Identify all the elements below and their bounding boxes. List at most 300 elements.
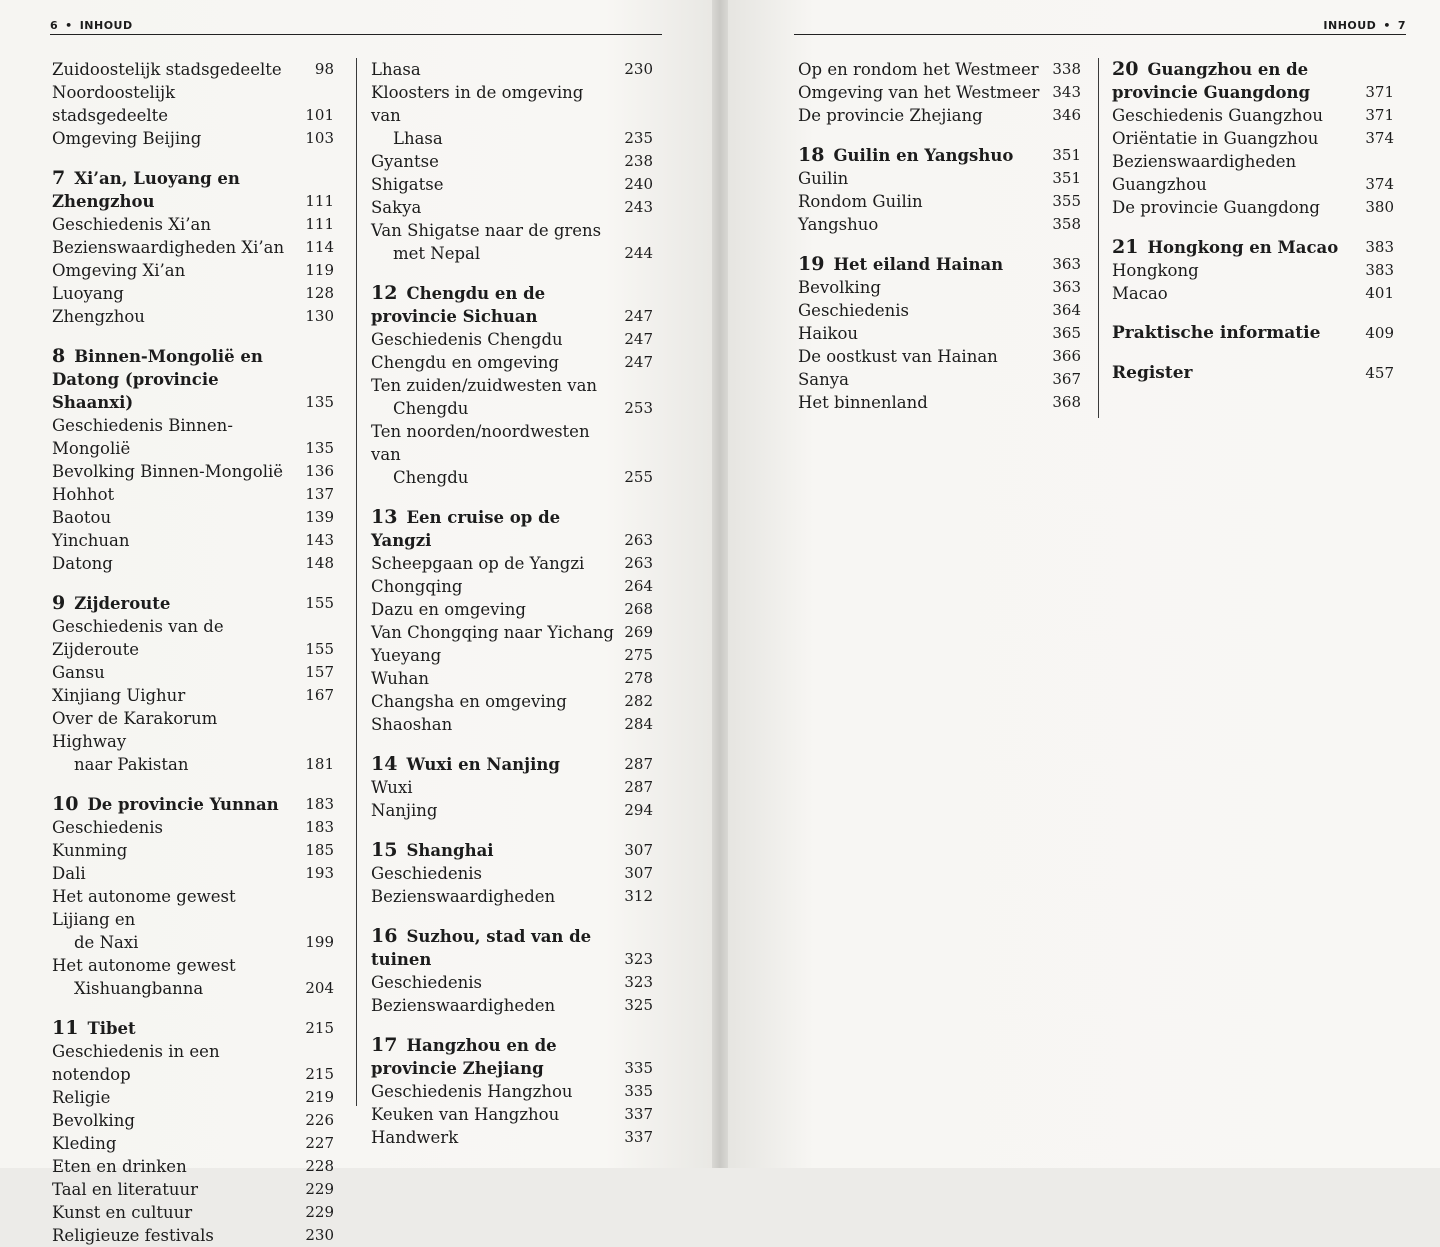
entry-title: Bevolking Binnen-Mongolië bbox=[52, 462, 284, 481]
entry-title: Gyantse bbox=[371, 152, 439, 171]
entry-title-wrap bbox=[52, 1040, 304, 1086]
entry-page-number: 128 bbox=[305, 284, 334, 302]
entry-title-wrap bbox=[52, 707, 304, 776]
entry-title-wrap bbox=[798, 190, 1051, 213]
toc-entry bbox=[371, 885, 653, 908]
chapter-page-number: 383 bbox=[1365, 238, 1394, 256]
chapter-block bbox=[1112, 236, 1394, 305]
chapter-page-number: 287 bbox=[624, 755, 653, 773]
right-running-header bbox=[794, 12, 1406, 35]
entry-title-wrap bbox=[371, 885, 623, 908]
entry-title-wrap bbox=[371, 150, 623, 173]
entry-title-wrap bbox=[52, 684, 304, 707]
toc-entry bbox=[1112, 150, 1394, 196]
entry-title: Geschiedenis Chengdu bbox=[371, 330, 563, 349]
entry-page-number: 229 bbox=[305, 1203, 334, 1221]
entry-page-number: 181 bbox=[305, 755, 334, 773]
toc-entry bbox=[798, 368, 1081, 391]
toc-entry bbox=[371, 575, 653, 598]
entry-page-number: 240 bbox=[624, 175, 653, 193]
entry-title: Kunst en cultuur bbox=[52, 1203, 193, 1222]
entry-page-number: 230 bbox=[305, 1226, 334, 1244]
entry-title-wrap bbox=[52, 282, 304, 305]
toc-entry bbox=[371, 1126, 653, 1149]
chapter-block bbox=[1112, 58, 1394, 219]
chapter-block bbox=[798, 144, 1081, 236]
toc-entry bbox=[798, 167, 1081, 190]
chapter-heading bbox=[52, 1017, 334, 1040]
entry-page-number: 268 bbox=[624, 600, 653, 618]
entry-title: Praktische informatie bbox=[1112, 323, 1321, 343]
toc-entry bbox=[371, 150, 653, 173]
toc-entry bbox=[52, 954, 334, 1000]
toc-entry bbox=[798, 213, 1081, 236]
entry-title-wrap bbox=[1112, 362, 1364, 385]
chapter-block bbox=[52, 592, 334, 776]
entry-title-continued: Chengdu bbox=[393, 399, 469, 418]
toc-entry bbox=[371, 374, 653, 420]
entry-page-number: 335 bbox=[624, 1082, 653, 1100]
entry-page-number: 253 bbox=[624, 399, 653, 417]
entry-title-wrap bbox=[52, 259, 304, 282]
chapter-block bbox=[52, 1017, 334, 1247]
entry-title-wrap bbox=[371, 328, 623, 351]
entry-page-number: 457 bbox=[1365, 364, 1394, 382]
entry-title: Yinchuan bbox=[52, 531, 130, 550]
chapter-number: 10 bbox=[52, 793, 79, 815]
chapter-title-wrap bbox=[52, 167, 304, 213]
entry-title: Shigatse bbox=[371, 175, 444, 194]
chapter-page-number: 363 bbox=[1052, 255, 1081, 273]
left-page-number: 6 bbox=[50, 19, 59, 32]
entry-title: Zuidoostelijk stadsgedeelte bbox=[52, 60, 282, 79]
entry-title: Kloosters in de omgeving van bbox=[371, 83, 584, 125]
entry-title: Gansu bbox=[52, 663, 105, 682]
entry-title-continued: met Nepal bbox=[393, 244, 481, 263]
column-divider bbox=[1098, 58, 1099, 418]
chapter-title-wrap bbox=[1112, 58, 1364, 104]
toc-entry bbox=[52, 839, 334, 862]
entry-title-wrap bbox=[1112, 150, 1364, 196]
entry-page-number: 244 bbox=[624, 244, 653, 262]
entry-page-number: 263 bbox=[624, 554, 653, 572]
entry-page-number: 401 bbox=[1365, 284, 1394, 302]
chapter-title-wrap bbox=[52, 345, 304, 414]
entry-title-wrap bbox=[1112, 282, 1364, 305]
toc-entry bbox=[371, 776, 653, 799]
chapter-page-number: 111 bbox=[305, 192, 334, 210]
entry-page-number: 136 bbox=[305, 462, 334, 480]
entry-title-wrap bbox=[798, 213, 1051, 236]
chapter-title: Chengdu en de provincie Sichuan bbox=[371, 284, 546, 326]
left-page bbox=[0, 0, 712, 1245]
entry-title: Geschiedenis in een notendop bbox=[52, 1042, 220, 1084]
entry-title: Ten noorden/noordwesten van bbox=[371, 422, 590, 464]
entry-title-wrap bbox=[371, 219, 623, 265]
entry-title: Religieuze festivals bbox=[52, 1226, 214, 1245]
entry-title-wrap bbox=[1112, 104, 1364, 127]
entry-title-wrap bbox=[52, 236, 304, 259]
chapter-block bbox=[371, 925, 653, 1017]
toc-entry bbox=[371, 351, 653, 374]
entry-page-number: 343 bbox=[1052, 83, 1081, 101]
toc-entry bbox=[798, 345, 1081, 368]
chapter-number: 21 bbox=[1112, 236, 1139, 258]
toc-entry bbox=[52, 885, 334, 954]
entry-page-number: 282 bbox=[624, 692, 653, 710]
header-bullet: • bbox=[1383, 19, 1391, 32]
entry-title: Chongqing bbox=[371, 577, 463, 596]
chapter-title: Tibet bbox=[87, 1019, 136, 1038]
entry-title: Register bbox=[1112, 363, 1193, 383]
chapter-title: Zijderoute bbox=[74, 594, 171, 613]
entry-title: Bezienswaardigheden bbox=[371, 887, 556, 906]
entry-title-wrap bbox=[52, 483, 304, 506]
chapter-title-wrap bbox=[371, 753, 623, 776]
entry-page-number: 199 bbox=[305, 933, 334, 951]
chapter-page-number: 351 bbox=[1052, 146, 1081, 164]
toc-entry bbox=[52, 816, 334, 839]
entry-page-number: 204 bbox=[305, 979, 334, 997]
entry-page-number: 155 bbox=[305, 640, 334, 658]
column-divider bbox=[356, 58, 357, 1106]
entry-title: Geschiedenis bbox=[52, 818, 164, 837]
entry-page-number: 264 bbox=[624, 577, 653, 595]
chapter-page-number: 371 bbox=[1365, 83, 1394, 101]
chapter-heading bbox=[52, 793, 334, 816]
chapter-heading bbox=[371, 925, 653, 971]
entry-title: Handwerk bbox=[371, 1128, 459, 1147]
chapter-number: 11 bbox=[52, 1017, 79, 1039]
toc-entry bbox=[52, 1178, 334, 1201]
entry-title-wrap bbox=[798, 299, 1051, 322]
entry-title-wrap bbox=[798, 345, 1051, 368]
toc-entry bbox=[371, 690, 653, 713]
entry-title-continued: de Naxi bbox=[74, 933, 139, 952]
chapter-title: Guangzhou en de provincie Guangdong bbox=[1112, 60, 1311, 102]
chapter-heading bbox=[52, 345, 334, 414]
entry-title-wrap bbox=[52, 885, 304, 954]
chapter-heading bbox=[1112, 58, 1394, 104]
chapter-title: Hongkong en Macao bbox=[1147, 238, 1339, 257]
entry-title: Haikou bbox=[798, 324, 859, 343]
chapter-number: 14 bbox=[371, 753, 398, 775]
toc-entry bbox=[52, 615, 334, 661]
entry-title: Macao bbox=[1112, 284, 1168, 303]
toc-entry bbox=[52, 684, 334, 707]
entry-page-number: 230 bbox=[624, 60, 653, 78]
chapter-block bbox=[52, 793, 334, 1000]
entry-title: Luoyang bbox=[52, 284, 124, 303]
entry-page-number: 243 bbox=[624, 198, 653, 216]
entry-title-wrap bbox=[52, 58, 304, 81]
entry-title: Wuhan bbox=[371, 669, 430, 688]
chapter-title-wrap bbox=[52, 1017, 304, 1040]
chapter-number: 8 bbox=[52, 345, 66, 367]
toc-entry bbox=[52, 305, 334, 328]
entry-title: Bevolking bbox=[798, 278, 881, 297]
toc-entry bbox=[1112, 282, 1394, 305]
toc-entry bbox=[52, 1224, 334, 1247]
entry-page-number: 363 bbox=[1052, 278, 1081, 296]
entry-title: Geschiedenis bbox=[371, 864, 483, 883]
entry-title: Omgeving Xi’an bbox=[52, 261, 186, 280]
toc-column-2 bbox=[371, 58, 653, 1149]
entry-title-wrap bbox=[52, 1086, 304, 1109]
chapter-title: Xi’an, Luoyang en Zhengzhou bbox=[52, 169, 240, 211]
chapter-title-wrap bbox=[52, 793, 304, 816]
chapter-heading bbox=[371, 506, 653, 552]
chapter-number: 19 bbox=[798, 253, 825, 275]
toc-entry bbox=[371, 621, 653, 644]
toc-entry bbox=[52, 661, 334, 684]
entry-title-wrap bbox=[371, 690, 623, 713]
entry-title: Yangshuo bbox=[798, 215, 879, 234]
entry-page-number: 275 bbox=[624, 646, 653, 664]
entry-title: De provincie Zhejiang bbox=[798, 106, 983, 125]
entry-title: Scheepgaan op de Yangzi bbox=[371, 554, 585, 573]
entry-page-number: 358 bbox=[1052, 215, 1081, 233]
right-header-title: INHOUD bbox=[1323, 19, 1377, 32]
entry-title: Chengdu en omgeving bbox=[371, 353, 559, 372]
entry-title-wrap bbox=[52, 552, 304, 575]
entry-page-number: 365 bbox=[1052, 324, 1081, 342]
toc-entry bbox=[371, 971, 653, 994]
toc-entry bbox=[371, 799, 653, 822]
chapter-block bbox=[371, 753, 653, 822]
entry-title: Op en rondom het Westmeer bbox=[798, 60, 1039, 79]
chapter-heading bbox=[371, 839, 653, 862]
entry-title: Datong bbox=[52, 554, 113, 573]
entry-title: Geschiedenis Binnen-Mongolië bbox=[52, 416, 233, 458]
toc-entry bbox=[52, 282, 334, 305]
toc-entry bbox=[52, 58, 334, 81]
entry-page-number: 337 bbox=[624, 1105, 653, 1123]
chapter-heading bbox=[52, 592, 334, 615]
entry-title-wrap bbox=[371, 598, 623, 621]
entry-title-wrap bbox=[52, 954, 304, 1000]
entry-title: Het autonome gewest Lijiang en bbox=[52, 887, 236, 929]
entry-title-wrap bbox=[371, 1080, 623, 1103]
entry-page-number: 364 bbox=[1052, 301, 1081, 319]
right-page bbox=[728, 0, 1440, 1168]
entry-page-number: 337 bbox=[624, 1128, 653, 1146]
chapter-block bbox=[371, 839, 653, 908]
chapter-page-number: 335 bbox=[624, 1059, 653, 1077]
entry-title: Geschiedenis van de Zijderoute bbox=[52, 617, 224, 659]
entry-title-wrap bbox=[371, 1103, 623, 1126]
entry-title-wrap bbox=[52, 661, 304, 684]
entry-page-number: 101 bbox=[305, 106, 334, 124]
entry-title: Lhasa bbox=[371, 60, 421, 79]
entry-title-wrap bbox=[798, 167, 1051, 190]
entry-page-number: 278 bbox=[624, 669, 653, 687]
entry-page-number: 371 bbox=[1365, 106, 1394, 124]
entry-page-number: 325 bbox=[624, 996, 653, 1014]
entry-title: Oriëntatie in Guangzhou bbox=[1112, 129, 1319, 148]
toc-entry bbox=[371, 58, 653, 81]
entry-page-number: 228 bbox=[305, 1157, 334, 1175]
chapter-page-number: 323 bbox=[624, 950, 653, 968]
entry-title: Omgeving van het Westmeer bbox=[798, 83, 1040, 102]
toc-entry bbox=[52, 236, 334, 259]
entry-title: Sanya bbox=[798, 370, 849, 389]
entry-page-number: 185 bbox=[305, 841, 334, 859]
entry-title: Hohhot bbox=[52, 485, 115, 504]
entry-page-number: 380 bbox=[1365, 198, 1394, 216]
entry-title-wrap bbox=[52, 305, 304, 328]
entry-page-number: 346 bbox=[1052, 106, 1081, 124]
chapter-heading bbox=[371, 282, 653, 328]
entry-title: Geschiedenis Xi’an bbox=[52, 215, 211, 234]
entry-title-wrap bbox=[371, 351, 623, 374]
chapter-title: Binnen-Mongolië en Datong (provincie Shaanxi) bbox=[52, 347, 263, 412]
entry-title-wrap bbox=[1112, 259, 1364, 282]
entry-title-wrap bbox=[371, 196, 623, 219]
toc-entry bbox=[52, 1132, 334, 1155]
entry-title: Wuxi bbox=[371, 778, 413, 797]
entry-title-wrap bbox=[371, 667, 623, 690]
chapter-title: Shanghai bbox=[406, 841, 494, 860]
chapter-title-wrap bbox=[371, 925, 623, 971]
entry-page-number: 351 bbox=[1052, 169, 1081, 187]
chapter-number: 7 bbox=[52, 167, 66, 189]
chapter-heading bbox=[798, 144, 1081, 167]
toc-entry bbox=[52, 259, 334, 282]
chapter-page-number: 307 bbox=[624, 841, 653, 859]
entry-title-continued: Xishuangbanna bbox=[74, 979, 204, 998]
entry-page-number: 287 bbox=[624, 778, 653, 796]
entry-title: Dali bbox=[52, 864, 86, 883]
entry-title-wrap bbox=[52, 213, 304, 236]
entry-title-wrap bbox=[371, 374, 623, 420]
entry-title: Religie bbox=[52, 1088, 111, 1107]
toc-entry bbox=[371, 219, 653, 265]
entry-title-wrap bbox=[52, 816, 304, 839]
entry-title-wrap bbox=[371, 971, 623, 994]
entry-title: Sakya bbox=[371, 198, 422, 217]
toc-entry bbox=[371, 1080, 653, 1103]
toc-entry bbox=[371, 81, 653, 150]
entry-title-continued: Lhasa bbox=[393, 129, 443, 148]
entry-page-number: 215 bbox=[305, 1065, 334, 1083]
toc-entry bbox=[371, 552, 653, 575]
toc-entry bbox=[371, 173, 653, 196]
chapter-page-number: 183 bbox=[305, 795, 334, 813]
entry-title-wrap bbox=[52, 1155, 304, 1178]
toc-entry bbox=[52, 1155, 334, 1178]
toc-block bbox=[1112, 362, 1394, 385]
right-page-number: 7 bbox=[1397, 19, 1406, 32]
entry-title-wrap bbox=[371, 776, 623, 799]
entry-title-wrap bbox=[52, 615, 304, 661]
toc-entry bbox=[371, 994, 653, 1017]
section-entry bbox=[1112, 322, 1394, 345]
toc-block bbox=[1112, 322, 1394, 345]
toc-column-1 bbox=[52, 58, 334, 1247]
entry-title-wrap bbox=[52, 1109, 304, 1132]
entry-title-wrap bbox=[52, 1201, 304, 1224]
toc-entry bbox=[798, 190, 1081, 213]
toc-entry bbox=[52, 862, 334, 885]
chapter-title: Wuxi en Nanjing bbox=[406, 755, 560, 774]
entry-page-number: 383 bbox=[1365, 261, 1394, 279]
entry-title-wrap bbox=[52, 506, 304, 529]
toc-entry bbox=[52, 1109, 334, 1132]
entry-page-number: 366 bbox=[1052, 347, 1081, 365]
entry-page-number: 103 bbox=[305, 129, 334, 147]
chapter-number: 15 bbox=[371, 839, 398, 861]
entry-title: Geschiedenis bbox=[798, 301, 910, 320]
entry-page-number: 323 bbox=[624, 973, 653, 991]
toc-entry bbox=[1112, 127, 1394, 150]
chapter-block bbox=[52, 167, 334, 328]
entry-title-wrap bbox=[798, 104, 1051, 127]
entry-title: De oostkust van Hainan bbox=[798, 347, 998, 366]
toc-entry bbox=[371, 1103, 653, 1126]
left-header-title: INHOUD bbox=[79, 19, 133, 32]
entry-title-wrap bbox=[371, 420, 623, 489]
toc-entry bbox=[52, 414, 334, 460]
chapter-title: Suzhou, stad van de tuinen bbox=[371, 927, 592, 969]
entry-page-number: 374 bbox=[1365, 175, 1394, 193]
entry-page-number: 307 bbox=[624, 864, 653, 882]
entry-page-number: 130 bbox=[305, 307, 334, 325]
entry-title: Van Chongqing naar Yichang bbox=[371, 623, 614, 642]
entry-title-wrap bbox=[1112, 127, 1364, 150]
chapter-title: De provincie Yunnan bbox=[87, 795, 279, 814]
toc-entry bbox=[52, 1201, 334, 1224]
entry-page-number: 98 bbox=[314, 60, 334, 78]
entry-title-wrap bbox=[371, 81, 623, 150]
toc-entry bbox=[52, 1040, 334, 1086]
chapter-title: Het eiland Hainan bbox=[833, 255, 1004, 274]
chapter-title-wrap bbox=[798, 144, 1051, 167]
entry-page-number: 284 bbox=[624, 715, 653, 733]
toc-entry bbox=[371, 196, 653, 219]
entry-title: Guilin bbox=[798, 169, 849, 188]
entry-title: Van Shigatse naar de grens bbox=[371, 221, 602, 240]
entry-title: Rondom Guilin bbox=[798, 192, 923, 211]
chapter-number: 13 bbox=[371, 506, 398, 528]
entry-page-number: 148 bbox=[305, 554, 334, 572]
toc-entry bbox=[1112, 259, 1394, 282]
chapter-number: 9 bbox=[52, 592, 66, 614]
entry-title: Shaoshan bbox=[371, 715, 453, 734]
entry-page-number: 119 bbox=[305, 261, 334, 279]
entry-title: Kleding bbox=[52, 1134, 117, 1153]
chapter-number: 20 bbox=[1112, 58, 1139, 80]
entry-title: Hongkong bbox=[1112, 261, 1199, 280]
toc-entry bbox=[371, 328, 653, 351]
entry-page-number: 111 bbox=[305, 215, 334, 233]
entry-title-wrap bbox=[371, 552, 623, 575]
toc-entry bbox=[798, 299, 1081, 322]
entry-title: Noordoostelijk stadsgedeelte bbox=[52, 83, 176, 125]
toc-entry bbox=[798, 104, 1081, 127]
entry-title-wrap bbox=[798, 322, 1051, 345]
chapter-number: 16 bbox=[371, 925, 398, 947]
entry-page-number: 247 bbox=[624, 353, 653, 371]
chapter-block bbox=[798, 253, 1081, 414]
chapter-number: 17 bbox=[371, 1034, 398, 1056]
entry-page-number: 167 bbox=[305, 686, 334, 704]
header-bullet: • bbox=[65, 19, 73, 32]
toc-entry bbox=[798, 58, 1081, 81]
entry-title: Het binnenland bbox=[798, 393, 928, 412]
entry-title: Baotou bbox=[52, 508, 112, 527]
entry-page-number: 247 bbox=[624, 330, 653, 348]
